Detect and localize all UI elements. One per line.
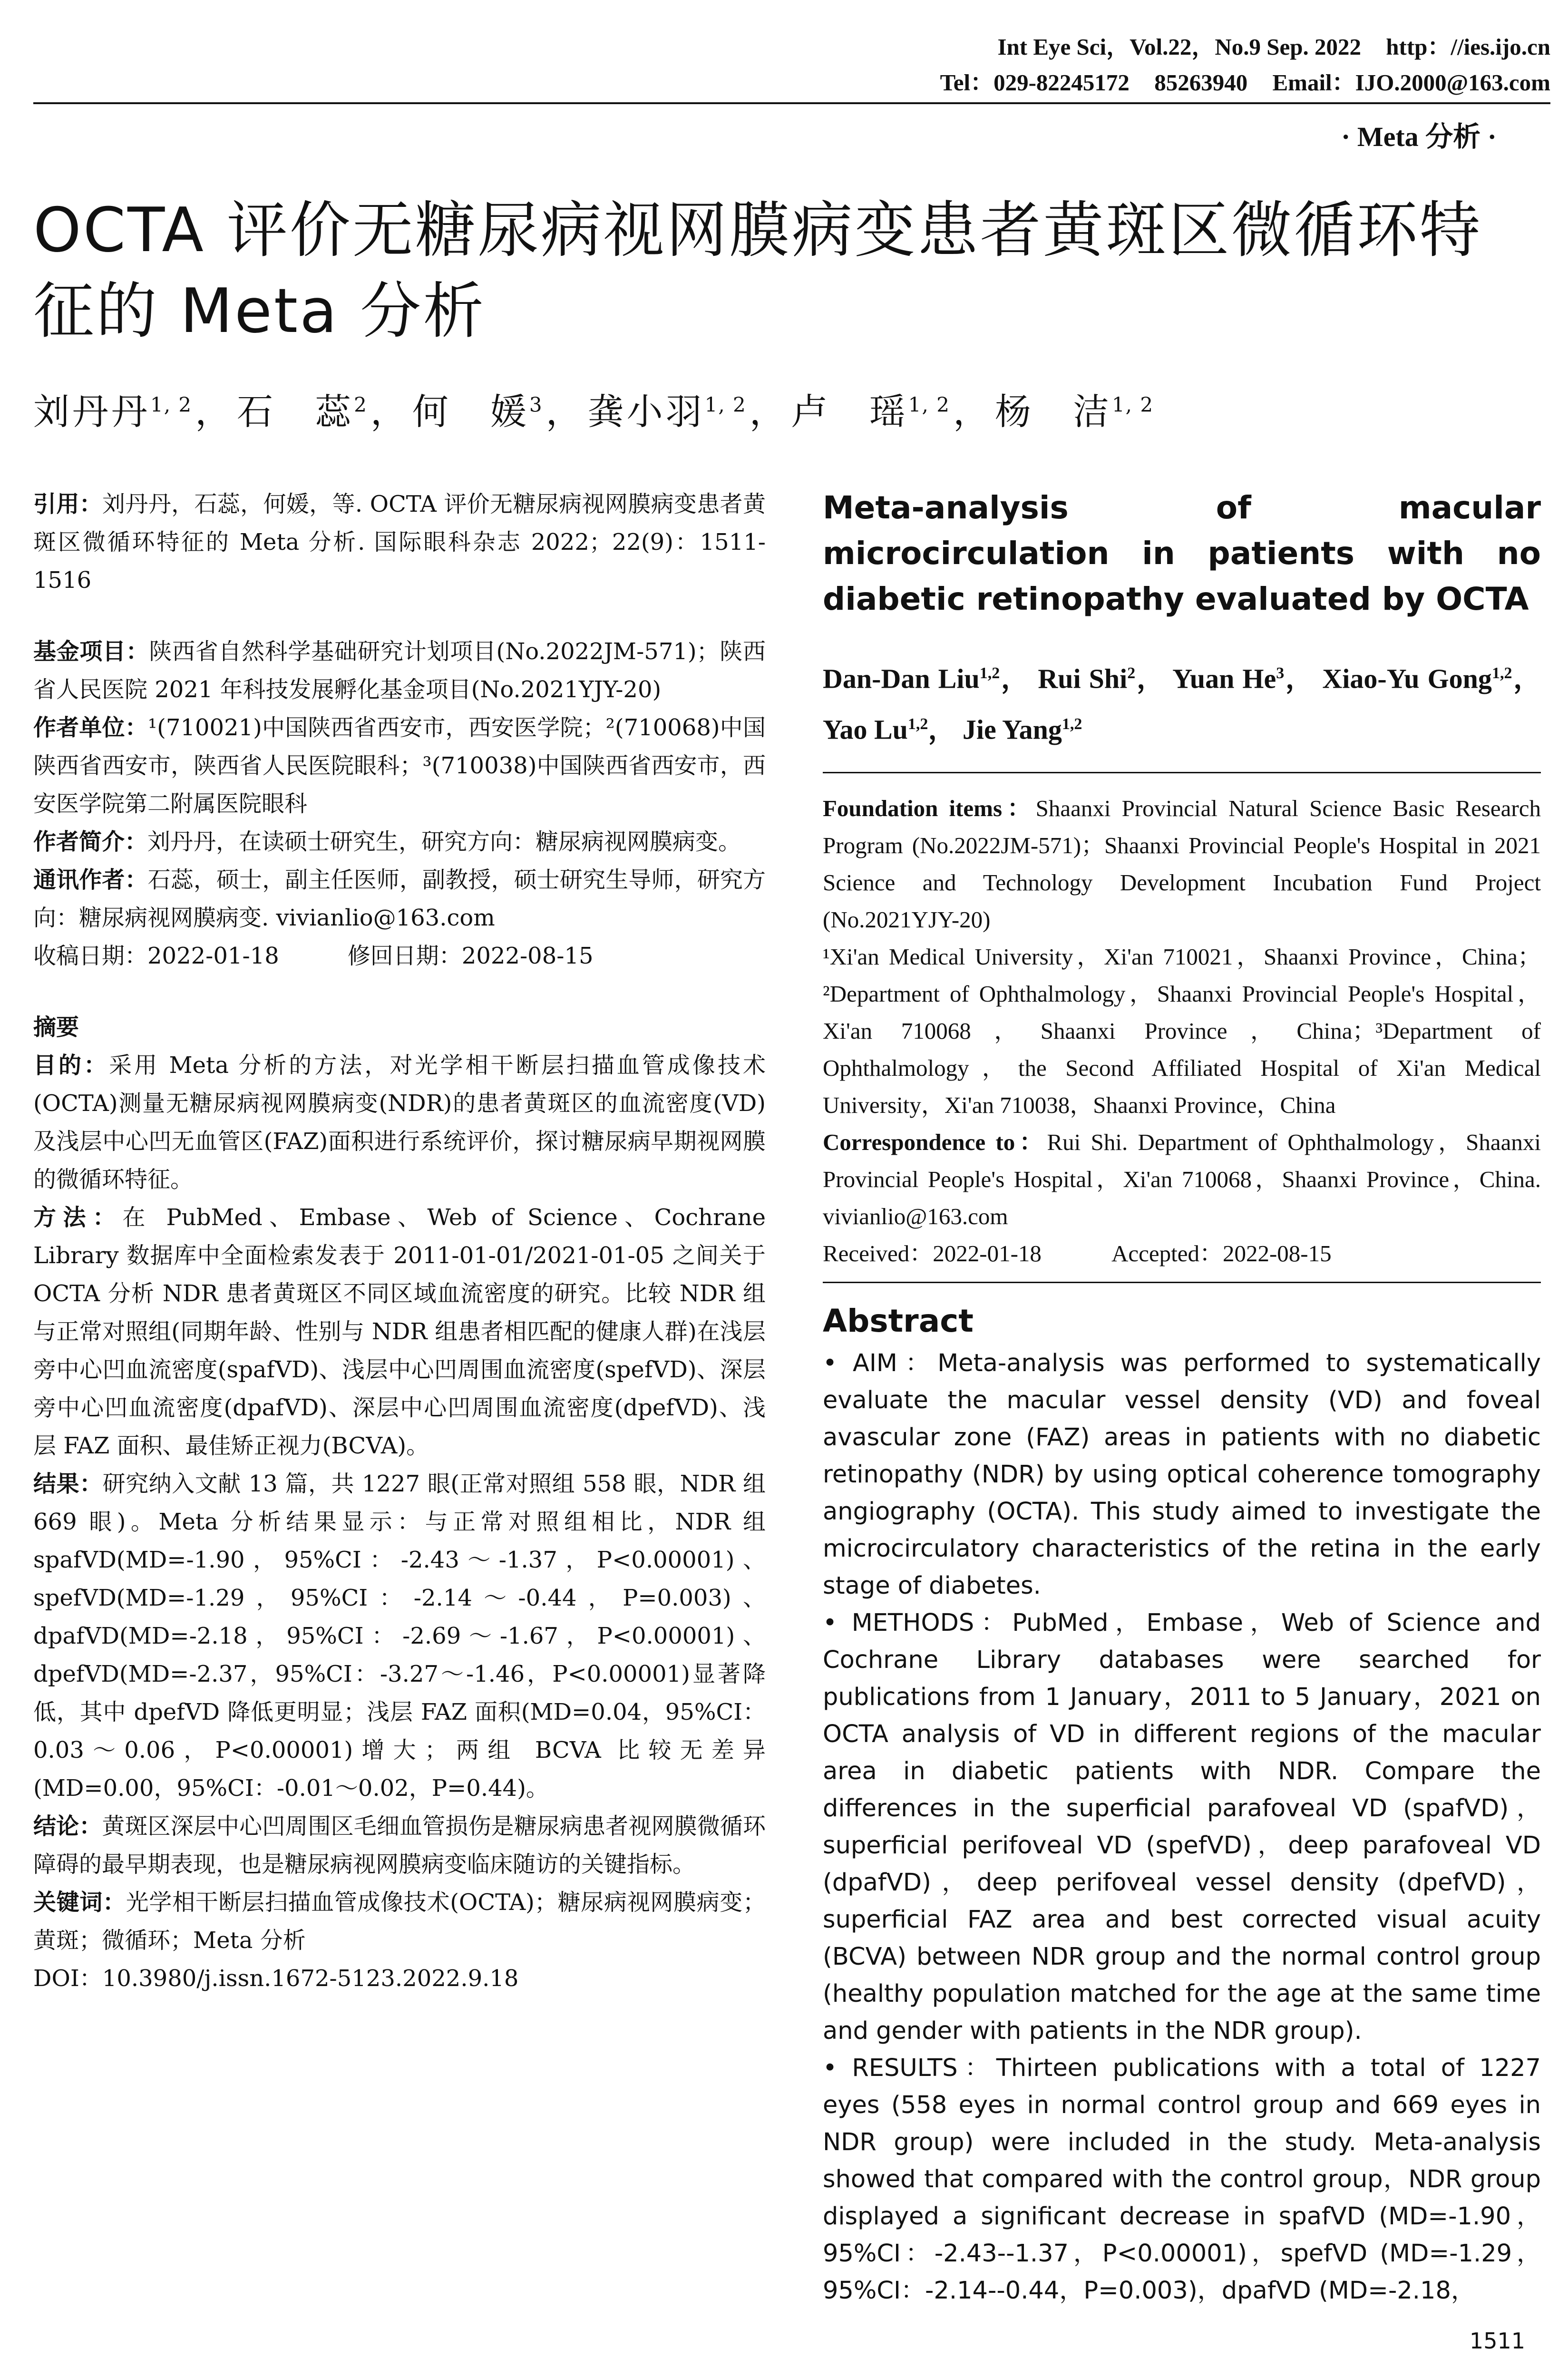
methods-en: • METHODS：PubMed，Embase，Web of Science and Cochrane Library databases were searched for publications from 1 January，2011 to 5 January，2021 on OCTA analysis of VD in different regions of the macular area in diabetic patients with NDR. Compare the differences in the superficial parafoveal VD (spafVD)，superficial perifoveal VD (spefVD)，deep parafoveal VD (dpafVD)，deep perifoveal vessel density (dpefVD)，superficial FAZ area and best corrected visual acuity (BCVA) between NDR group and the normal control group (healthy population matched for the age at the same time and gender with patients in the NDR group). <box>823 1608 1541 2045</box>
journal-url[interactable]: http：//ies.ijo.cn <box>1386 34 1550 60</box>
abstract-heading-cn: 摘要 <box>33 1014 79 1041</box>
doi[interactable]: DOI：10.3980/j.issn.1672-5123.2022.9.18 <box>33 1965 519 1992</box>
aim-cn: 目的：采用 Meta 分析的方法，对光学相干断层扫描血管成像技术(OCTA)测量无糖尿病视网膜病变(NDR)的患者黄斑区的血流密度(VD)及浅层中心凹无血管区(FAZ)面积进行系统评价，探讨糖尿病早期视网膜的微循环特征。 <box>33 1052 766 1193</box>
corr-block: 通讯作者：石蕊，硕士，副主任医师，副教授，硕士研究生导师，研究方向：糖尿病视网膜病变. vivianlio@163.com <box>33 867 766 931</box>
english-author-list: Dan-Dan Liu$^{1,2}$， Rui Shi$^2$， Yuan He$^3$， Xiao-Yu Gong$^{1,2}$， Yao Lu$^{1,2}$， Jie Yang$^{1,2}$ <box>823 663 1541 745</box>
author: 何 媛$^3$ <box>412 390 543 433</box>
header-row-journal <box>978 29 1550 62</box>
page-number: 1511 <box>1469 2328 1525 2354</box>
section-tag: · Meta 分析 · <box>1341 121 1497 152</box>
article-title: OCTA 评价无糖尿病视网膜病变患者黄斑区微循环特征的 Meta 分析 <box>33 195 1482 347</box>
result-cn: 结果：研究纳入文献 13 篇，共 1227 眼(正常对照组 558 眼，NDR 组 669 眼)。Meta 分析结果显示：与正常对照组相比，NDR 组 spafVD(MD=-1.90，95%CI：-2.43～-1.37，P<0.00001)、spefVD(MD=-1.29，95%CI：-2.14～-0.44，P=0.003)、dpafVD(MD=-2.18，95%CI：-2.69～-1.67，P<0.00001)、dpefVD(MD=-2.37，95%CI：-3.27～-1.46，P<0.00001)显著降低，其中 dpefVD 降低更明显；浅层 FAZ 面积(MD=0.04，95%CI：0.03～0.06，P<0.00001)增大；两组 BCVA 比较无差异(MD=0.00，95%CI：-0.01～0.02，P=0.44)。 <box>33 1471 766 1802</box>
conclusion-cn: 结论：黄斑区深层中心凹周围区毛细血管损伤是糖尿病患者视网膜微循环障碍的最早期表现，也是糖尿病视网膜病变临床随访的关键指标。 <box>33 1813 766 1878</box>
header-divider <box>33 102 1550 104</box>
english-divider <box>823 772 1541 773</box>
journal-email[interactable]: Email：IJO.2000@163.com <box>1272 69 1550 96</box>
abstract-heading-en: Abstract <box>823 1302 974 1339</box>
citation-block: 引用：刘丹丹，石蕊，何媛，等. OCTA 评价无糖尿病视网膜病变患者黄斑区微循环特征的 Meta 分析. 国际眼科杂志 2022；22(9)：1511-1516 <box>33 491 766 594</box>
unit-block: 作者单位：¹(710021)中国陕西省西安市，西安医学院；²(710068)中国陕西省西安市，陕西省人民医院眼科；³(710038)中国陕西省西安市，西安医学院第二附属医院眼科 <box>33 714 766 817</box>
author-list: 刘丹丹$^{1, 2}$，石 蕊$^2$，何 媛$^3$，龚小羽$^{1, 2}$，卢 瑶$^{1, 2}$，杨 洁$^{1, 2}$ <box>33 390 1154 433</box>
english-column <box>823 485 1541 2309</box>
journal-tel: Tel：029-82245172 <box>940 69 1130 96</box>
keywords-cn: 关键词：光学相干断层扫描血管成像技术(OCTA)；糖尿病视网膜病变；黄斑；微循环；Meta 分析 <box>33 1889 766 1954</box>
results-en: • RESULTS：Thirteen publications with a total of 1227 eyes (558 eyes in normal control group and 669 eyes in NDR group) were included in the study. Meta-analysis showed that compared with the control group，NDR group displayed a significant decrease in spafVD (MD=-1.90，95%CI：-2.43--1.37，P<0.00001)，spefVD (MD=-1.29，95%CI：-2.14--0.44，P=0.003)，dpafVD (MD=-2.18， <box>823 2054 1541 2305</box>
journal-tel2: 85263940 <box>1154 69 1248 96</box>
author: 刘丹丹$^{1, 2}$ <box>33 390 193 433</box>
chinese-column <box>33 485 766 1997</box>
dates-block: 收稿日期：2022-01-18 修回日期：2022-08-15 <box>33 943 594 969</box>
author: 石 蕊$^2$ <box>237 390 368 433</box>
correspondence-en: Correspondence to：Rui Shi. Department of Ophthalmology，Shaanxi Provincial People's Hospital，Xi'an 710068，Shaanxi Province，China. vivianlio@163.com <box>823 1129 1541 1229</box>
english-divider-2 <box>823 1282 1541 1283</box>
method-cn: 方法：在 PubMed、Embase、Web of Science、Cochrane Library 数据库中全面检索发表于 2011-01-01/2021-01-05 之间关于 OCTA 分析 NDR 患者黄斑区不同区域血流密度的研究。比较 NDR 组与正常对照组(同期年龄、性别与 NDR 组患者相匹配的健康人群)在浅层旁中心凹血流密度(spafVD)、浅层中心凹周围血流密度(spefVD)、深层旁中心凹血流密度(dpafVD)、深层中心凹周围血流密度(dpefVD)、浅层 FAZ 面积、最佳矫正视力(BCVA)。 <box>33 1204 766 1459</box>
bio-block: 作者简介：刘丹丹，在读硕士研究生，研究方向：糖尿病视网膜病变。 <box>33 828 741 855</box>
header-row-contact <box>921 64 1550 97</box>
dates-en: Received：2022-01-18 Accepted：2022-08-15 <box>823 1240 1332 1266</box>
journal-header <box>33 19 1550 105</box>
author: 龚小羽$^{1, 2}$ <box>587 390 747 433</box>
author: 杨 洁$^{1, 2}$ <box>994 390 1154 433</box>
fund-block: 基金项目：陕西省自然科学基础研究计划项目(No.2022JM-571)；陕西省人民医院 2021 年科技发展孵化基金项目(No.2021YJY-20) <box>33 638 766 703</box>
english-title: Meta-analysis of macular microcirculation in patients with no diabetic retinopathy evaluated by OCTA <box>823 489 1541 617</box>
author: 卢 瑶$^{1, 2}$ <box>791 390 950 433</box>
aim-en: • AIM：Meta-analysis was performed to systematically evaluate the macular vessel density (VD) and foveal avascular zone (FAZ) areas in patients with no diabetic retinopathy (NDR) by using optical coherence tomography angiography (OCTA). This study aimed to investigate the microcirculatory characteristics of the retina in the early stage of diabetes. <box>823 1349 1541 1600</box>
foundation-en: Foundation items：Shaanxi Provincial Natural Science Basic Research Program (No.2022JM-571)；Shaanxi Provincial People's Hospital in 2021 Science and Technology Development Incubation Fund Project (No.2021YJY-20) <box>823 795 1541 933</box>
journal-citation: Int Eye Sci，Vol.22，No.9 Sep. 2022 <box>997 34 1362 60</box>
affiliations-en: ¹Xi'an Medical University，Xi'an 710021，Shaanxi Province，China；²Department of Ophthalmology，Shaanxi Provincial People's Hospital，Xi'an 710068，Shaanxi Province，China；³Department of Ophthalmology，the Second Affiliated Hospital of Xi'an Medical University，Xi'an 710038，Shaanxi Province，China <box>823 943 1541 1118</box>
